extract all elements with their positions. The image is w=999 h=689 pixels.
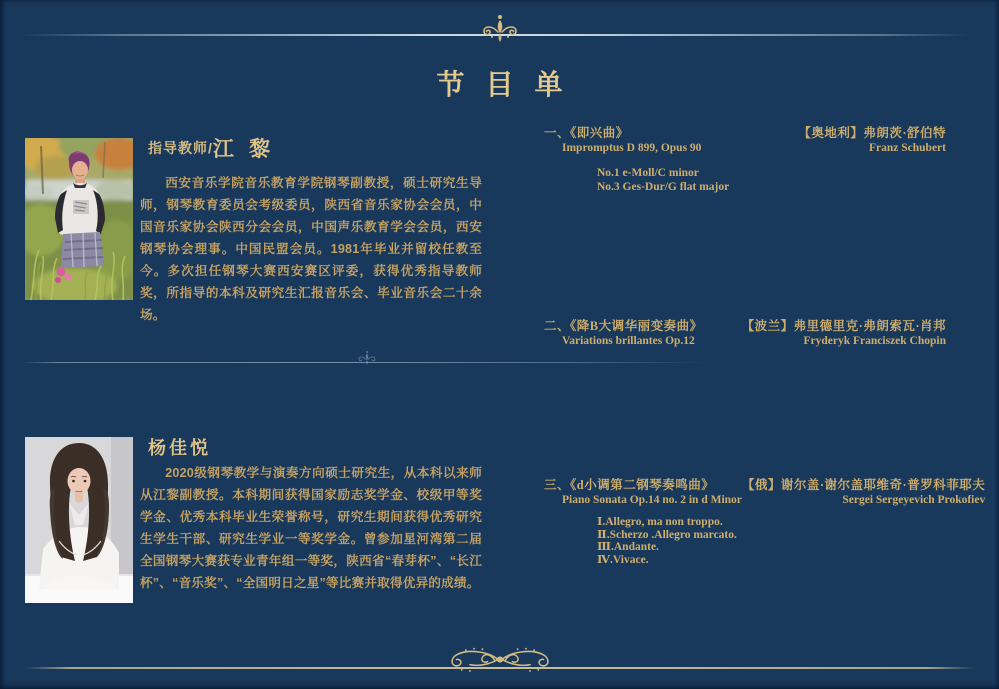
program-1-composer-cn: 【奥地利】弗朗茨·舒伯特 — [798, 126, 946, 140]
program-2-composer-cn: 【波兰】弗里德里克·弗朗索瓦·肖邦 — [741, 319, 946, 333]
movement-4: Ⅳ.Vivace. — [597, 553, 649, 566]
teacher-bio: 西安音乐学院音乐教育学院钢琴副教授，硕士研究生导师，钢琴教育委员会考级委员，陕西省音乐家协会会员，中国音乐家协会陕西分会会员，中国声乐教育学会会员，西安钢琴协会理事。中国民盟会员。1981年毕业并留校任教至今。多次担任钢琴大赛西安赛区评委，获得优秀指导教师奖，所指导的本科及研究生汇报音乐会、毕业音乐会二十余场。 — [140, 176, 482, 322]
program-3-movements — [597, 516, 956, 566]
program-1-details: No.1 e-Moll/C minor No.3 Ges-Dur/G flat major — [597, 167, 730, 193]
teacher-heading-prefix: 指导教师/ — [148, 140, 213, 156]
program-2-title-en: Variations brillantes Op.12 — [562, 335, 695, 347]
movement-1: Ⅰ.Allegro, ma non troppo. — [597, 516, 723, 528]
movement-2: Ⅱ.Scherzo .Allegro marcato. — [597, 528, 737, 541]
program-3-composer-cn: 【俄】谢尔盖·谢尔盖耶维奇·普罗科菲耶夫 — [741, 478, 986, 492]
scroll-flourish-icon — [443, 645, 557, 674]
program-3-title-en: Piano Sonata Op.14 no. 2 in d Minor — [562, 494, 742, 506]
student-photo — [25, 437, 133, 603]
program-3-title-cn: 三、《d小调第二钢琴奏鸣曲》 — [544, 478, 715, 492]
student-name: 杨佳悦 — [148, 438, 211, 458]
program-1-title-cn: 一、《即兴曲》 — [544, 126, 629, 140]
program-1-title-en: Impromptus D 899, Opus 90 — [562, 142, 702, 154]
movement-3: Ⅲ.Andante. — [597, 541, 659, 553]
teacher-name: 江 黎 — [212, 137, 276, 161]
fleur-de-lis-icon — [482, 13, 518, 43]
page-title: 节 目 单 — [436, 69, 570, 101]
teacher-heading — [148, 133, 275, 163]
program-item-2 — [544, 319, 946, 348]
program-3-composer-en: Sergei Sergeyevich Prokofiev — [842, 494, 986, 506]
program-1-composer-en: Franz Schubert — [869, 142, 946, 154]
program-item-1 — [544, 126, 946, 194]
program-2-composer-en: Fryderyk Franciszek Chopin — [803, 335, 946, 347]
fleur-de-lis-faint-icon — [356, 350, 378, 365]
teacher-photo — [25, 138, 133, 300]
program-item-3 — [544, 478, 986, 566]
student-bio: 2020级钢琴教学与演奏方向硕士研究生，从本科以来师从江黎副教授。本科期间获得国家励志奖学金、校级甲等奖学金、优秀本科毕业生荣誉称号，研究生期间获得优秀研究生学生干部、研究生学业一等奖学金。曾参加星河湾第二届全国钢琴大赛获专业青年组一等奖，陕西省“春芽杯”、“长江杯”、“音乐奖”、“全国明日之星”等比赛并取得优异的成绩。 — [140, 466, 482, 590]
program-2-title-cn: 二、《降B大调华丽变奏曲》 — [544, 319, 703, 333]
